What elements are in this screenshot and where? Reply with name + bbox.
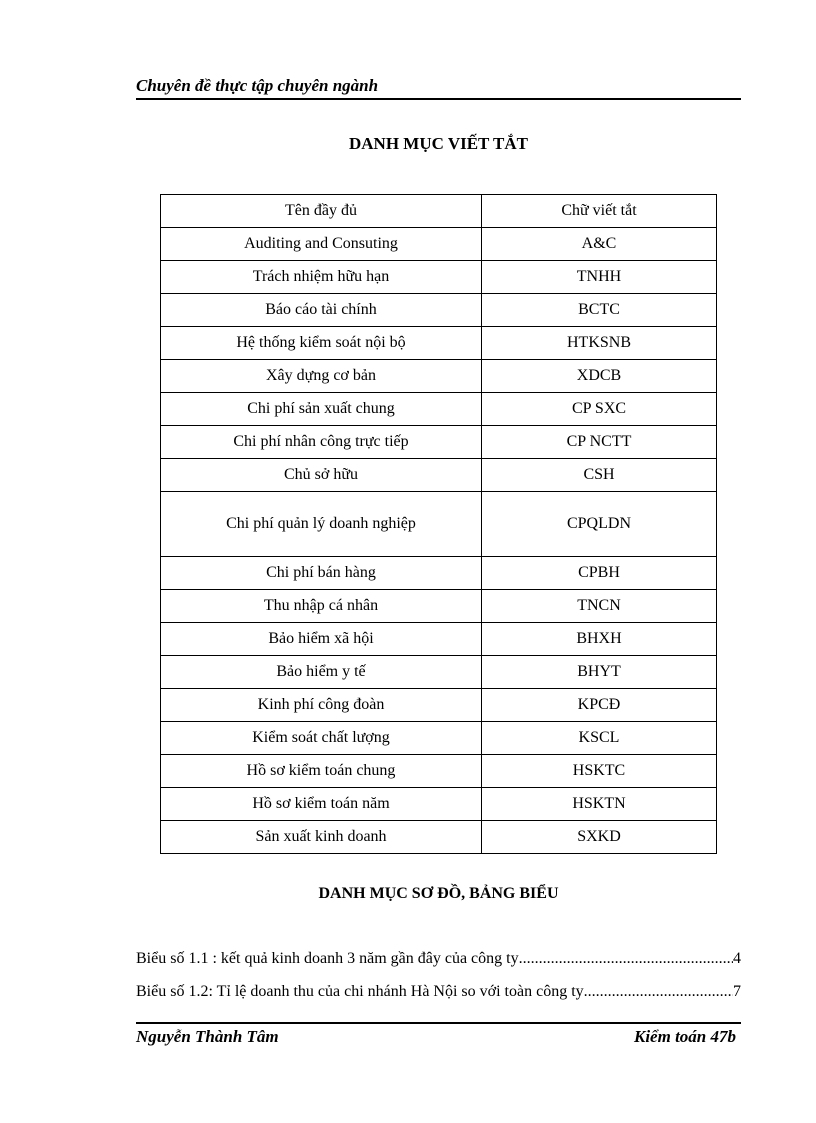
table-row (161, 788, 717, 821)
abbreviation-cell: A&C (482, 228, 717, 261)
table-row (161, 393, 717, 426)
table-row (161, 426, 717, 459)
full-name-cell: Chi phí nhân công trực tiếp (161, 426, 482, 459)
column-header-full-name: Tên đầy đủ (161, 195, 482, 228)
table-row (161, 821, 717, 854)
abbreviation-cell: BHXH (482, 623, 717, 656)
full-name-cell: Hệ thống kiểm soát nội bộ (161, 327, 482, 360)
abbreviation-cell: TNCN (482, 590, 717, 623)
table-row (161, 459, 717, 492)
abbreviation-cell: HTKSNB (482, 327, 717, 360)
abbreviation-cell: TNHH (482, 261, 717, 294)
toc-entry-page: 7 (733, 983, 741, 1000)
abbreviation-cell: KPCĐ (482, 689, 717, 722)
toc-leader-dots (584, 983, 733, 1001)
table-row (161, 623, 717, 656)
table-row (161, 228, 717, 261)
full-name-cell: Chi phí bán hàng (161, 557, 482, 590)
full-name-cell: Xây dựng cơ bản (161, 360, 482, 393)
full-name-cell: Kiểm soát chất lượng (161, 722, 482, 755)
full-name-cell: Chi phí sản xuất chung (161, 393, 482, 426)
abbreviation-cell: XDCB (482, 360, 717, 393)
abbreviation-cell: BCTC (482, 294, 717, 327)
abbreviation-cell: CP NCTT (482, 426, 717, 459)
abbreviation-cell: CP SXC (482, 393, 717, 426)
abbreviation-cell: BHYT (482, 656, 717, 689)
toc-entry (136, 950, 741, 968)
column-header-abbreviation: Chữ viết tắt (482, 195, 717, 228)
table-row (161, 656, 717, 689)
table-row (161, 492, 717, 557)
page-header-title: Chuyên đề thực tập chuyên ngành (136, 76, 379, 95)
full-name-cell: Chủ sở hữu (161, 459, 482, 492)
table-row (161, 590, 717, 623)
full-name-cell: Thu nhập cá nhân (161, 590, 482, 623)
table-row (161, 327, 717, 360)
toc-leader-dots (519, 950, 733, 968)
charts-list-title: DANH MỤC SƠ ĐỒ, BẢNG BIỂU (318, 885, 559, 902)
full-name-cell: Bảo hiểm y tế (161, 656, 482, 689)
abbreviation-cell: KSCL (482, 722, 717, 755)
full-name-cell: Kinh phí công đoàn (161, 689, 482, 722)
full-name-cell: Bảo hiểm xã hội (161, 623, 482, 656)
footer-class: Kiểm toán 47b (633, 1027, 736, 1046)
footer-divider (136, 1022, 741, 1024)
abbreviation-cell: SXKD (482, 821, 717, 854)
table-row (161, 294, 717, 327)
toc-entry-page: 4 (733, 950, 741, 967)
header-divider (136, 98, 741, 100)
table-row (161, 689, 717, 722)
full-name-cell: Auditing and Consuting (161, 228, 482, 261)
full-name-cell: Hồ sơ kiểm toán năm (161, 788, 482, 821)
toc-entry-label: Biểu số 1.2: Tỉ lệ doanh thu của chi nhánh Hà Nội so với toàn công ty (136, 983, 584, 1000)
full-name-cell: Báo cáo tài chính (161, 294, 482, 327)
toc-entry-label: Biểu số 1.1 : kết quả kinh doanh 3 năm gần đây của công ty (136, 950, 519, 967)
abbreviation-cell: CPQLDN (482, 492, 717, 557)
full-name-cell: Sản xuất kinh doanh (161, 821, 482, 854)
table-row (161, 755, 717, 788)
table-row (161, 722, 717, 755)
abbreviations-title: DANH MỤC VIẾT TẮT (348, 134, 528, 153)
toc-entry (136, 983, 741, 1001)
full-name-cell: Hồ sơ kiểm toán chung (161, 755, 482, 788)
abbreviation-cell: HSKTC (482, 755, 717, 788)
full-name-cell: Trách nhiệm hữu hạn (161, 261, 482, 294)
abbreviation-cell: HSKTN (482, 788, 717, 821)
table-header-row (161, 195, 717, 228)
table-row (161, 360, 717, 393)
abbreviation-cell: CPBH (482, 557, 717, 590)
full-name-cell: Chi phí quản lý doanh nghiệp (161, 492, 482, 557)
table-row (161, 261, 717, 294)
abbreviations-table (160, 194, 717, 854)
footer-author: Nguyễn Thành Tâm (136, 1027, 279, 1046)
table-row (161, 557, 717, 590)
abbreviation-cell: CSH (482, 459, 717, 492)
